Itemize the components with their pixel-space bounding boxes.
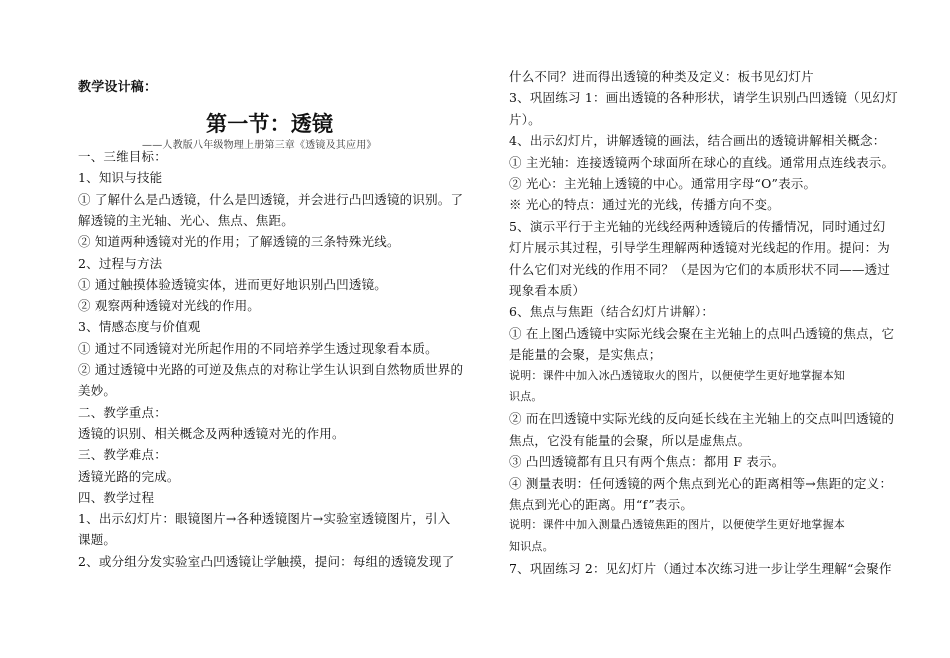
left-text-line: ① 通过不同透镜对光所起作用的不同培养学生透过现象看本质。 <box>78 340 438 356</box>
left-text-line: 课题。 <box>78 532 117 548</box>
right-text-line: 灯片展示其过程，引导学生理解两种透镜对光线起的作用。提问：为 <box>509 240 891 256</box>
right-text-line: 5、演示平行于主光轴的光线经两种透镜后的传播情况，同时通过幻 <box>509 218 886 234</box>
left-text-line: 三、教学难点： <box>78 447 167 463</box>
left-text-line: ② 观察两种透镜对光线的作用。 <box>78 298 260 314</box>
right-text-line: 6、焦点与焦距（结合幻灯片讲解）： <box>509 304 715 320</box>
right-text-line: ② 光心：主光轴上透镜的中心。通常用字母“O”表示。 <box>509 176 817 191</box>
right-text-line: ① 在上图凸透镜中实际光线会聚在主光轴上的点叫凸透镜的焦点，它 <box>509 325 895 341</box>
left-text-line: 美妙。 <box>78 383 117 399</box>
right-text-line: ※ 光心的特点：通过光的光线，传播方向不变。 <box>509 197 780 213</box>
left-text-line: 2、过程与方法 <box>78 255 163 271</box>
right-text-line: ③ 凸凹透镜都有且只有两个焦点：都用 F 表示。 <box>509 454 785 470</box>
left-text-line: 透镜光路的完成。 <box>78 468 180 484</box>
left-text-line: 1、出示幻灯片：眼镜图片→各种透镜图片→实验室透镜图片，引入 <box>78 511 451 527</box>
design-header: 教学设计稿： <box>78 80 158 95</box>
right-text-line: 说明：课件中加入冰凸透镜取火的图片，以便使学生更好地掌握本知 <box>509 368 845 382</box>
left-text-line: 3、情感态度与价值观 <box>78 319 201 335</box>
right-text-line: 焦点，它没有能量的会聚，所以是虚焦点。 <box>509 432 751 448</box>
right-text-line: 4、出示幻灯片，讲解透镜的画法，结合画出的透镜讲解相关概念： <box>509 133 886 149</box>
page-subtitle: ——人教版八年级物理上册第三章《透镜及其应用》 <box>142 140 377 151</box>
right-text-line: 知识点。 <box>509 539 554 553</box>
left-text-line: ② 通过透镜中光路的可逆及焦点的对称让学生认识到自然物质世界的 <box>78 362 464 377</box>
left-text-line: 四、教学过程 <box>78 489 155 505</box>
right-text-line: 识点。 <box>509 390 543 403</box>
right-text-line: 焦点到光心的距离。用“f”表示。 <box>509 497 694 512</box>
right-text-line: 是能量的会聚，是实焦点； <box>509 347 662 363</box>
right-text-line: 什么不同？进而得出透镜的种类及定义：板书见幻灯片 <box>509 69 814 84</box>
right-text-line: 现象看本质） <box>509 283 586 298</box>
right-text-line: 3、巩固练习 1：画出透镜的各种形状，请学生识别凸凹透镜（见幻灯 <box>509 90 898 106</box>
right-text-line: ④ 测量表明：任何透镜的两个焦点到光心的距离相等→焦距的定义： <box>509 475 893 491</box>
right-text-line: 片）。 <box>509 111 541 127</box>
left-text-line: 一、三维目标： <box>78 149 167 164</box>
left-text-line: 透镜的识别、相关概念及两种透镜对光的作用。 <box>78 425 345 441</box>
right-text-line: ① 主光轴：连接透镜两个球面所在球心的直线。通常用点连线表示。 <box>509 154 895 170</box>
page-title: 第一节：透镜 <box>206 111 334 136</box>
right-text-line: ② 而在凹透镜中实际光线的反向延长线在主光轴上的交点叫凹透镜的 <box>509 411 895 427</box>
left-text-line: 1、知识与技能 <box>78 170 163 186</box>
left-text-line: 解透镜的主光轴、光心、焦点、焦距。 <box>78 212 294 228</box>
left-text-line: 二、教学重点： <box>78 404 167 420</box>
right-text-line: 7、巩固练习 2：见幻灯片（通过本次练习进一步让学生理解“会聚作 <box>509 561 892 577</box>
right-text-line: 什么它们对光线的作用不同？（是因为它们的本质形状不同——透过 <box>509 261 891 277</box>
left-text-line: ② 知道两种透镜对光的作用；了解透镜的三条特殊光线。 <box>78 234 400 250</box>
right-text-line: 说明：课件中加入测量凸透镜焦距的图片，以便使学生更好地掌握本 <box>509 518 845 532</box>
left-text-line: ① 通过触摸体验透镜实体，进而更好地识别凸凹透镜。 <box>78 276 387 292</box>
left-text-line: ① 了解什么是凸透镜，什么是凹透镜，并会进行凸凹透镜的识别。了 <box>78 191 464 207</box>
left-text-line: 2、或分组分发实验室凸凹透镜让学触摸，提问：每组的透镜发现了 <box>78 553 455 569</box>
